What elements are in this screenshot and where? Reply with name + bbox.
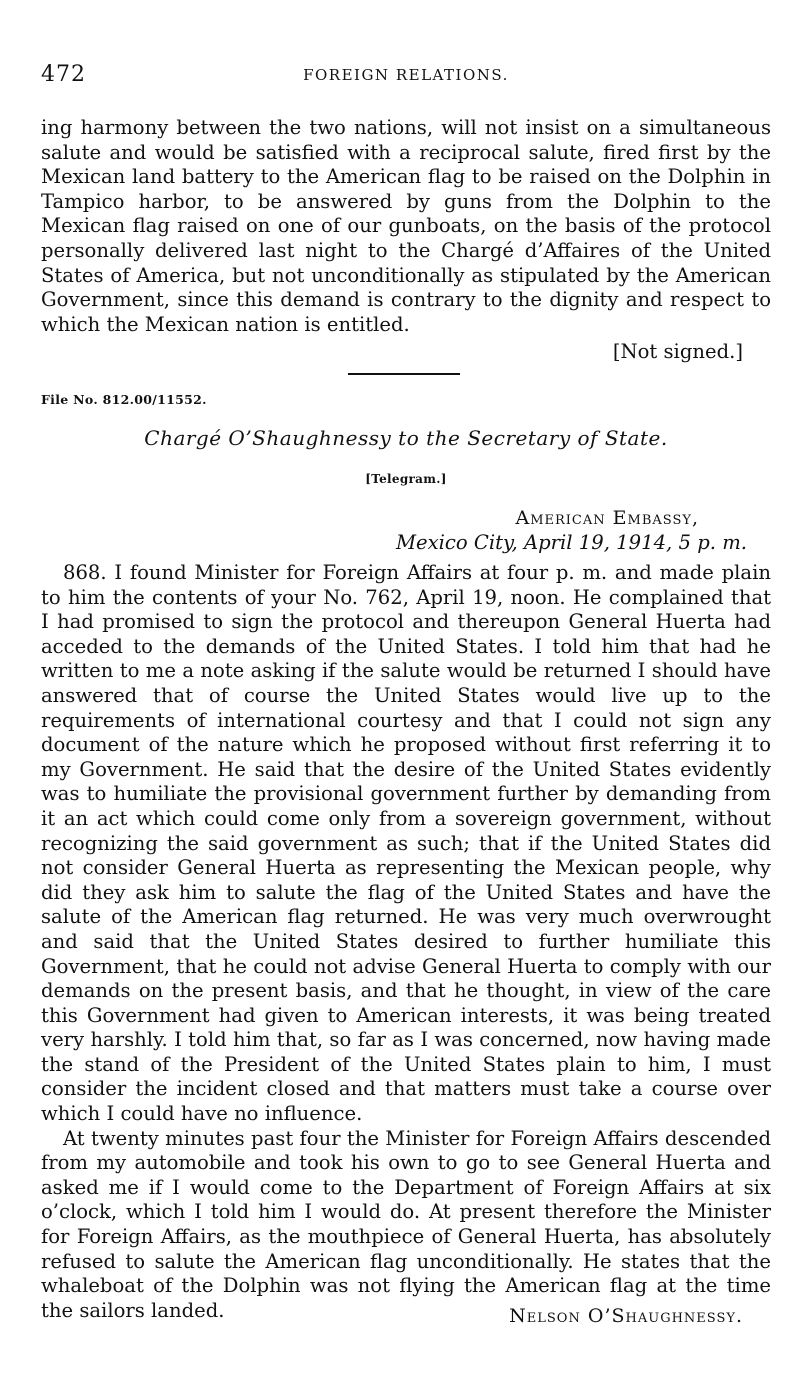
signature: Nelson O’Shaughnessy.: [509, 1305, 743, 1327]
previous-document-text: [41, 116, 771, 337]
running-head: FOREIGN RELATIONS.: [303, 66, 509, 84]
not-signed-note: [Not signed.]: [612, 340, 743, 363]
document-title: Chargé O’Shaughnessy to the Secretary of State.: [144, 426, 668, 450]
previous-paragraph: ing harmony between the two nations, will not insist on a simultaneous salute and would be satisfied with a reciprocal salute, fired first by the Mexican land battery to the American flag to be raised on the Dolphin in Tampico harbor, to be answered by guns from the Dolphin to the Mexican flag raised on one of our gunboats, on the basis of the protocol personally delivered last night to the Chargé d’Affaires of the United States of America, but not unconditionally as stipulated by the American Government, since this demand is contrary to the dignity and respect to which the Mexican nation is entitled.: [41, 116, 771, 336]
telegram-body: [41, 561, 771, 1323]
file-number: File No. 812.00/11552.: [41, 392, 207, 407]
page-number: 472: [41, 62, 86, 87]
body-paragraph-2: At twenty minutes past four the Minister for Foreign Affairs descended from my automobile and took his own to go to see General Huerta and asked me if I would come to the Department of Foreign Affairs at six o’clock, which I told him I would do. At present therefore the Minister for Foreign Affairs, as the mouthpiece of General Huerta, has absolutely refused to salute the American flag unconditionally. He states that the whaleboat of the Dolphin was not flying the American flag at the time the sailors landed.: [41, 1126, 771, 1322]
section-divider: [348, 373, 460, 375]
sender-line: American Embassy,: [515, 507, 699, 529]
page-header: [41, 62, 771, 92]
document-type: [Telegram.]: [365, 472, 447, 486]
body-paragraph-1: 868. I found Minister for Foreign Affairs at four p. m. and made plain to him the contents of your No. 762, April 19, noon. He complained that I had promised to sign the protocol and thereupon General Huerta had acceded to the demands of the United States. I told him that had he written to me a note asking if the salute would be returned I should have answered that of course the United States would live up to the requirements of international courtesy and that I could not sign any document of the nature which he proposed without first referring it to my Government. He said that the desire of the United States evidently was to humiliate the provisional government further by demanding from it an act which could come only from a sovereign government, without recognizing the said government as such; that if the United States did not consider General Huerta as representing the Mexican people, why did they ask him to salute the flag of the United States and have the salute of the American flag returned. He was very much overwrought and said that the United States desired to further humiliate this Government, that he could not advise General Huerta to comply with our demands on the present basis, and that he thought, in view of the care this Government had given to American interests, it was being treated very harshly. I told him that, so far as I was concerned, now having made the stand of the President of the United States plain to him, I must consider the incident closed and that matters must take a course over which I could have no influence.: [41, 561, 771, 1126]
dateline: Mexico City, April 19, 1914, 5 p. m.: [395, 531, 747, 554]
